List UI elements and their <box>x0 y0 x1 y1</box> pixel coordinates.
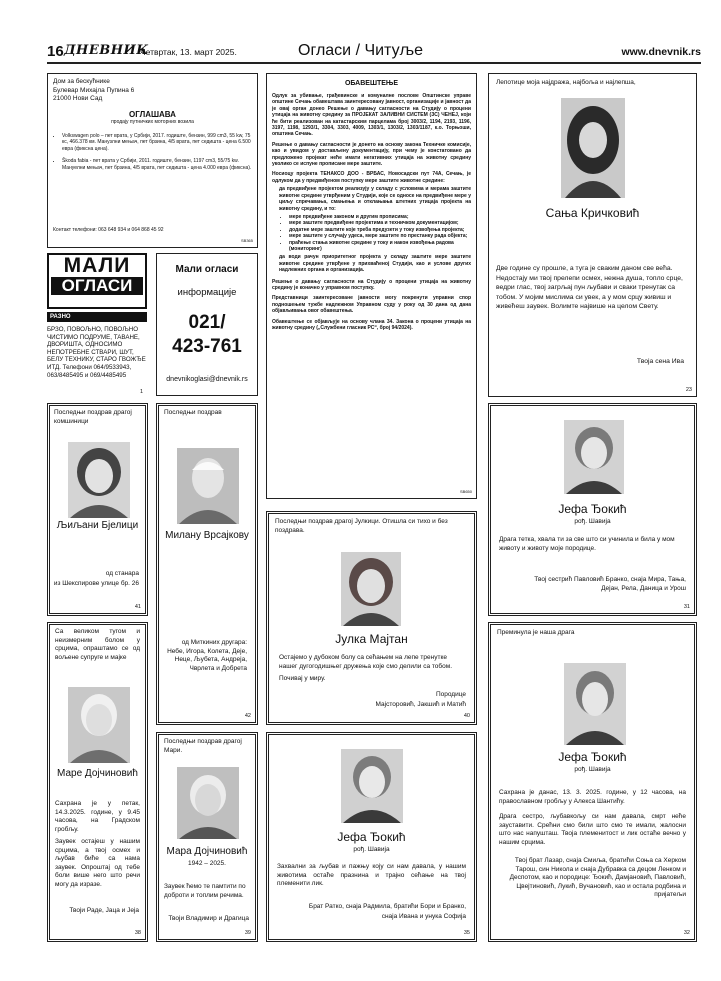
deceased-maiden-name: рођ. Шавија <box>353 846 390 853</box>
obituary-signature: Твој брат Лазар, снаја Смиља, братићи Соња са Херком Тарош, син Никола и снаја Дубравка са децом Ленком и Деспотом, као и породице: Ђокић, Дамјановић, Павловић, Цвејтиновић, Лукић, Вучановић, као и остала родбина и пријатељи <box>509 857 686 898</box>
classifieds-ad-number: 1 <box>140 389 144 395</box>
obituary-signature: Твоја сена Ива <box>636 358 684 365</box>
notice-title: ОБАВЕШТЕЊЕ <box>344 80 399 87</box>
notice-list-2: да води рачун приоритетног пројекта у складу заштите мере заштите животне средине утврђене у прихваћеној Студији, као и услове других надлежних органа и организација. <box>279 254 471 274</box>
obituary-text-1: од станара <box>105 570 139 577</box>
classifieds-logo-line2: ОГЛАСИ <box>51 277 143 295</box>
notice-para-4: Решење о давању сагласности на Студију о процени утицаја на животну средину је коначно у управном поступку. <box>272 278 471 291</box>
notice-para-1: Одлук за убивање, грађевинске и комуналне послове Општинске управе општине Сечањ обавештава заинтересовану јавност, организације и јавност да је овај орган донео Решење о давању сагласности на Студију о процени утицаја на животну средину за ПРОЈЕКАТ ЗАЛИВНИ СИСТЕМ (ЗС) ЧЕНЕЈ, који ће бити реализован на катастарским парцелама број 3003/2, 1194, 2193, 1196, 3197, 1198, 1293/1, 3304, 3303, 4009, 1303/1, 1303/2, 1303/1187, к.о. Торњоши, општина Сечањ. <box>272 93 471 138</box>
classifieds-info-box <box>156 253 258 396</box>
obituary-signature-1: Брат Ратко, снаја Радмила, братићи Бори и Бранко, <box>308 903 466 910</box>
ad-number: 38 <box>134 930 141 936</box>
deceased-name: Сања Кричковић <box>545 206 640 220</box>
obituary-signature: Твоји Владимир и Драгица <box>168 915 249 922</box>
classifieds-email[interactable]: dnevnikoglasi@dnevnik.rs <box>166 376 248 383</box>
obituary-text-2: Заувек остајеш у нашим срцима, а твој осмех и љубав биће са нама заувек. Опроштај од тебе боли више него што речи могу да изразе. <box>55 838 140 888</box>
obituary-text: Заувек ћемо те памтити по доброти и топлим речима. <box>164 883 246 899</box>
deceased-name: Љиљани Бјелици <box>56 520 139 531</box>
obituary-ljiljana <box>47 403 148 616</box>
classifieds-logo <box>47 253 147 309</box>
ad-number: 35 <box>463 930 470 936</box>
obituary-signature: Твој сестрић Павловић Бранко, снаја Мира, Тања, Дејан, Рела, Даница и Урош <box>534 576 686 592</box>
obituary-jefa-aunt <box>488 403 697 616</box>
issue-date: Четвртак, 13. март 2025. <box>140 47 237 57</box>
portrait-photo <box>68 442 130 518</box>
ad-number: 42 <box>244 713 251 719</box>
notice-para-2: Решење о давању сагласности је донето на основу закона Техничке комисије, као и увидом у достављену документацију, при чему је констатовано да предложено пројекат неће имати негативних утицаја на животну средину уколико се испуне прописане мере заштите. <box>272 141 471 168</box>
obituary-intro: Последњи поздрав драгој комшиници <box>54 409 132 425</box>
obituary-signature-2: Мајсторовић, Јакшић и Матић <box>375 701 466 708</box>
notice-bullet: • мере предвиђене законом и другим прописима; <box>289 214 471 220</box>
section-title: Огласи / Читуље <box>298 42 423 59</box>
portrait-photo <box>561 98 625 198</box>
deceased-name: Јефа Ђокић <box>558 502 627 516</box>
ad-org-line1: Дом за бескућнике <box>53 78 110 85</box>
obituary-sanja <box>488 73 697 397</box>
classifieds-phone-1: 021/ <box>188 312 226 333</box>
obituary-text: Две године су прошле, а туга је сваким даном све већа. Недостају ми твој прелепи осмех, нежна душа, топло срце, ведри глас, твој загрљај пун љубави и сваки тренутак са тобом. У мојим мислима си увек, а у мом срцу живиш и живећеш заувек. Волимте највише на целом Свету. <box>496 265 683 311</box>
obituary-intro: Последњи поздрав драгој Мари. <box>164 738 242 754</box>
classifieds-info-subtitle: информације <box>177 287 237 298</box>
deceased-name: Маре Дојчиновић <box>57 768 138 779</box>
obituary-mare <box>47 622 148 942</box>
obituary-text-1: Сахрана је у петак, 14.3.2025. године, у 9.45 часова, на Градском гробљу. <box>55 800 140 833</box>
header-rule <box>47 62 701 64</box>
notice-bullet: • мере заштите у случају удеса, мере заштите по престанку рада објекта; <box>289 233 471 239</box>
obituary-intro: Преминула је наша драга <box>497 629 575 636</box>
classifieds-logo-line1: МАЛИ <box>63 254 131 277</box>
ad-number: 23 <box>685 387 692 393</box>
obituary-intro: Последњи поздрав драгој Јулкици. Отишла си тихо и без поздрава. <box>275 518 448 534</box>
ad-title: ОГЛАШАВА <box>129 109 176 119</box>
ad-number: 41 <box>134 604 141 610</box>
obituary-text-1: Сахрана је данас, 13. 3. 2025. године, у 12 часова, на православном гробљу у Алекса Шантићу. <box>499 789 686 805</box>
obituary-jefa-family <box>488 622 697 942</box>
obituary-text-1: Остајемо у дубоком болу са сећањем на лепе тренутке нашег дугогодишњег дружења које смо делили са тобом. <box>279 654 453 670</box>
ad-contact: Контакт телефони: 063 648 934 и 064 868 45 92 <box>53 226 164 233</box>
obituary-text: од Миткиних другара: Небе, Игора, Колета, Деје, Неце, Љубета, Андреја, Чврлета и Добрета <box>167 639 247 672</box>
notice-bullet: • праћење стања животне средине у току и након извођења радова (мониторинг) <box>289 240 471 253</box>
notice-para-5: Представници заинтересоване јавности могу покренути управни спор подношењем тужбе надлежном Управном суду у року од 30 дана од дана објављивања овог обавештења. <box>272 295 471 315</box>
portrait-photo <box>564 420 624 494</box>
page-number: 16 <box>47 43 64 60</box>
notice-box <box>266 73 477 499</box>
portrait-photo <box>341 749 403 823</box>
notice-para-3: Носиоцу пројекта ТЕНАКСО ДОО - ВРБАС, Новосадски пут 74А, Сечањ, је одлуком да у предвиђеном поступку мере заштите животне средине: <box>272 171 471 184</box>
ad-number: 40 <box>463 713 470 719</box>
portrait-photo <box>177 448 239 524</box>
obituary-text: Драга тетка, хвала ти за све што си учинила и била у мом животу и животу моје породице. <box>499 536 675 552</box>
obituary-mara <box>156 732 258 942</box>
ad-number: 31 <box>683 604 690 610</box>
obituary-milan <box>156 403 258 725</box>
classifieds-phone-2: 423-761 <box>172 336 242 357</box>
deceased-name: Милану Врсајкову <box>165 530 249 541</box>
website-link[interactable]: www.dnevnik.rs <box>621 46 701 58</box>
ad-number: 39 <box>244 930 251 936</box>
ad-item-2: • Škoda fabia - пет врата у Србији, 2011. годиште, бензин, 1197 cm3, 55/75 kw. Мануелни мењач, пет брзина, 4/5 врата, пет седишта - цена 4.000 евра (фиксна). <box>62 158 252 171</box>
portrait-photo <box>341 552 401 626</box>
obituary-signature-2: снаја Ивана и унука Софија <box>381 913 466 920</box>
newspaper-logo: ДНЕВНИК <box>64 43 149 58</box>
notice-list-1: да предвиђене пројектом реализују у складу с условима и мерама заштите животне средине утврђеним у Студији, које се односе на предвиђене мере у циљу спречавања, смањења и отклањања штетних утицаја пројекта на животну средину, и то: <box>279 186 471 212</box>
ad-code: SB365 <box>240 237 253 243</box>
deceased-name: Мара Дојчиновић <box>166 846 248 857</box>
obituary-intro: Лепотице моја најдража, најбоља и најлепша, <box>496 79 636 86</box>
obituary-text: Захвални за љубав и пажњу коју си нам давала, у нашим животима остаће празнина и трајно сећање на твој племенити лик. <box>277 863 466 887</box>
obituary-julka <box>266 511 477 725</box>
classifieds-info-title: Мали огласи <box>175 264 239 275</box>
notice-bullet: • мере заштите предвиђене пројектима и техничком документацијом; <box>289 220 471 226</box>
obituary-jefa-brother <box>266 732 477 942</box>
ad-subtitle: продају путничких моторних возила <box>111 118 194 125</box>
obituary-text-2: Почивај у миру. <box>279 675 326 682</box>
portrait-photo <box>177 767 239 839</box>
ad-number: 32 <box>683 930 690 936</box>
deceased-name: Јефа Ђокић <box>337 830 406 844</box>
notice-code: SB650 <box>459 488 472 494</box>
ad-vehicle-sale <box>47 73 258 248</box>
obituary-intro: Последњи поздрав <box>164 409 222 416</box>
classifieds-ad-text: БРЗО, ПОВОЉНО, ПОВОЉНО ЧИСТИМО ПОДРУМЕ, ТАВАНЕ, ДВОРИШТА, ОДНОСИМО НЕПОТРЕБНЕ СТВАРИ, ШУТ, БЕЛУ ТЕХНИКУ, СТАРО ГВОЖЂЕ ИТД. Телефони 064/9533943, 063/8485495 и 069/4485495 <box>47 326 146 379</box>
notice-bullet: • додатне мере заштите које треба предузети у току извођења пројекта; <box>289 227 471 233</box>
ad-items <box>53 133 252 171</box>
deceased-name: Јулка Мајтан <box>335 632 408 646</box>
classifieds-category: РАЗНО <box>47 312 147 322</box>
ad-org-line3: 21000 Нови Сад <box>53 95 103 102</box>
portrait-photo <box>564 663 626 745</box>
obituary-intro: Са великом тугом и неизмерним болом у срцима, опраштамо се од вољене супруге и мајке <box>55 628 140 661</box>
deceased-maiden-name: рођ. Шавија <box>574 766 611 773</box>
deceased-name: Јефа Ђокић <box>558 750 627 764</box>
obituary-text-2: из Шекспирове улице бр. 26 <box>53 580 139 587</box>
ad-item-1: • Volkswagen polo – пет врата, у Србији, 2017. годиште, бензин, 999 cm3, 55 kw, 75 кс, 466.378 км. Манузлни мењач, пет брзина, 4/5 врата, пет седишта - цена 6.500 евра (фиксна цена). <box>62 133 252 152</box>
obituary-signature: Твоји Раде, Јаца и Јеја <box>69 907 139 914</box>
portrait-photo <box>68 687 130 763</box>
notice-para-6: Обавештење се објављује на основу члана 34. Закона о процени утицаја на животну средину („Службени гласник РС“, број 94/2024). <box>272 318 471 331</box>
deceased-maiden-name: рођ. Шавија <box>574 518 611 525</box>
obituary-signature-1: Породице <box>435 691 466 698</box>
ad-org-line2: Булевар Михајла Пупина 6 <box>53 86 135 94</box>
notice-bullets <box>272 214 471 252</box>
obituary-text-2: Драга сестро, љубавкољу си нам давала, смрт неће зауставити. Срећни смо били што смо те имали, жалосни што нас напушташ. Твоја племенитост и лик остаће вечно у нашим срцима. <box>499 813 686 846</box>
deceased-years: 1942 – 2025. <box>188 860 226 867</box>
